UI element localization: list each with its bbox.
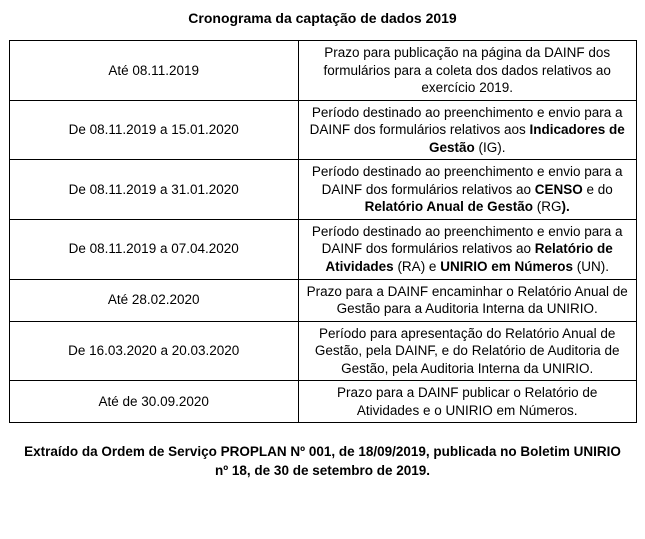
table-row bbox=[9, 321, 636, 381]
description-cell bbox=[298, 160, 636, 220]
description-segment: Prazo para publicação na página da DAINF dos formulários para a coleta dos dados relativos ao exercício 2019. bbox=[323, 45, 611, 96]
description-segment: (RG bbox=[532, 199, 562, 215]
table-row bbox=[9, 100, 636, 160]
description-cell bbox=[298, 381, 636, 423]
description-cell bbox=[298, 321, 636, 381]
date-cell: Até de 30.09.2020 bbox=[9, 381, 298, 423]
description-segment: Prazo para a DAINF encaminhar o Relatório Anual de Gestão para a Auditoria Interna da UNIRIO. bbox=[306, 283, 628, 317]
date-cell: De 16.03.2020 a 20.03.2020 bbox=[9, 321, 298, 381]
description-segment: UNIRIO em Números bbox=[440, 259, 573, 275]
description-segment: Período para apresentação do Relatório Anual de Gestão, pela DAINF, e do Relatório de Auditoria de Gestão, pela Auditoria Interna da UNIRIO. bbox=[314, 325, 620, 376]
date-cell: Até 28.02.2020 bbox=[9, 279, 298, 321]
description-cell bbox=[298, 41, 636, 101]
description-segment: e do bbox=[582, 181, 613, 197]
description-segment: (IG). bbox=[474, 139, 506, 155]
date-cell: De 08.11.2019 a 07.04.2020 bbox=[9, 219, 298, 279]
table-row bbox=[9, 279, 636, 321]
description-segment: Período destinado ao preenchimento e envio para a DAINF dos formulários relativos ao bbox=[311, 164, 623, 197]
description-cell bbox=[298, 100, 636, 160]
table-row bbox=[9, 219, 636, 279]
description-cell bbox=[298, 279, 636, 321]
description-segment: Prazo para a DAINF publicar o Relatório de Atividades e o UNIRIO em Números. bbox=[337, 385, 598, 418]
description-segment: CENSO bbox=[534, 181, 583, 197]
description-segment: Indicadores de Gestão bbox=[428, 122, 625, 155]
description-segment: ). bbox=[561, 199, 570, 215]
date-cell: De 08.11.2019 a 15.01.2020 bbox=[9, 100, 298, 160]
table-row bbox=[9, 381, 636, 423]
description-cell bbox=[298, 219, 636, 279]
description-segment: Período destinado ao preenchimento e envio para a DAINF dos formulários relativos aos bbox=[309, 104, 623, 138]
description-segment: (UN). bbox=[572, 259, 609, 275]
description-segment: Relatório de Atividades bbox=[325, 241, 613, 275]
description-segment: Relatório Anual de Gestão bbox=[364, 199, 533, 215]
date-cell: De 08.11.2019 a 31.01.2020 bbox=[9, 160, 298, 220]
page-title: Cronograma da captação de dados 2019 bbox=[188, 10, 457, 26]
table-row bbox=[9, 160, 636, 220]
description-segment: (RA) e bbox=[393, 259, 441, 275]
schedule-table-body bbox=[9, 41, 636, 423]
schedule-table bbox=[9, 40, 637, 423]
description-segment: Período destinado ao preenchimento e envio para a DAINF dos formulários relativos ao bbox=[311, 223, 623, 257]
source-note: Extraído da Ordem de Serviço PROPLAN Nº 001, de 18/09/2019, publicada no Boletim UNIRIO nº 18, de 30 de setembro de 2019. bbox=[24, 444, 621, 478]
table-row bbox=[9, 41, 636, 101]
date-cell: Até 08.11.2019 bbox=[9, 41, 298, 101]
